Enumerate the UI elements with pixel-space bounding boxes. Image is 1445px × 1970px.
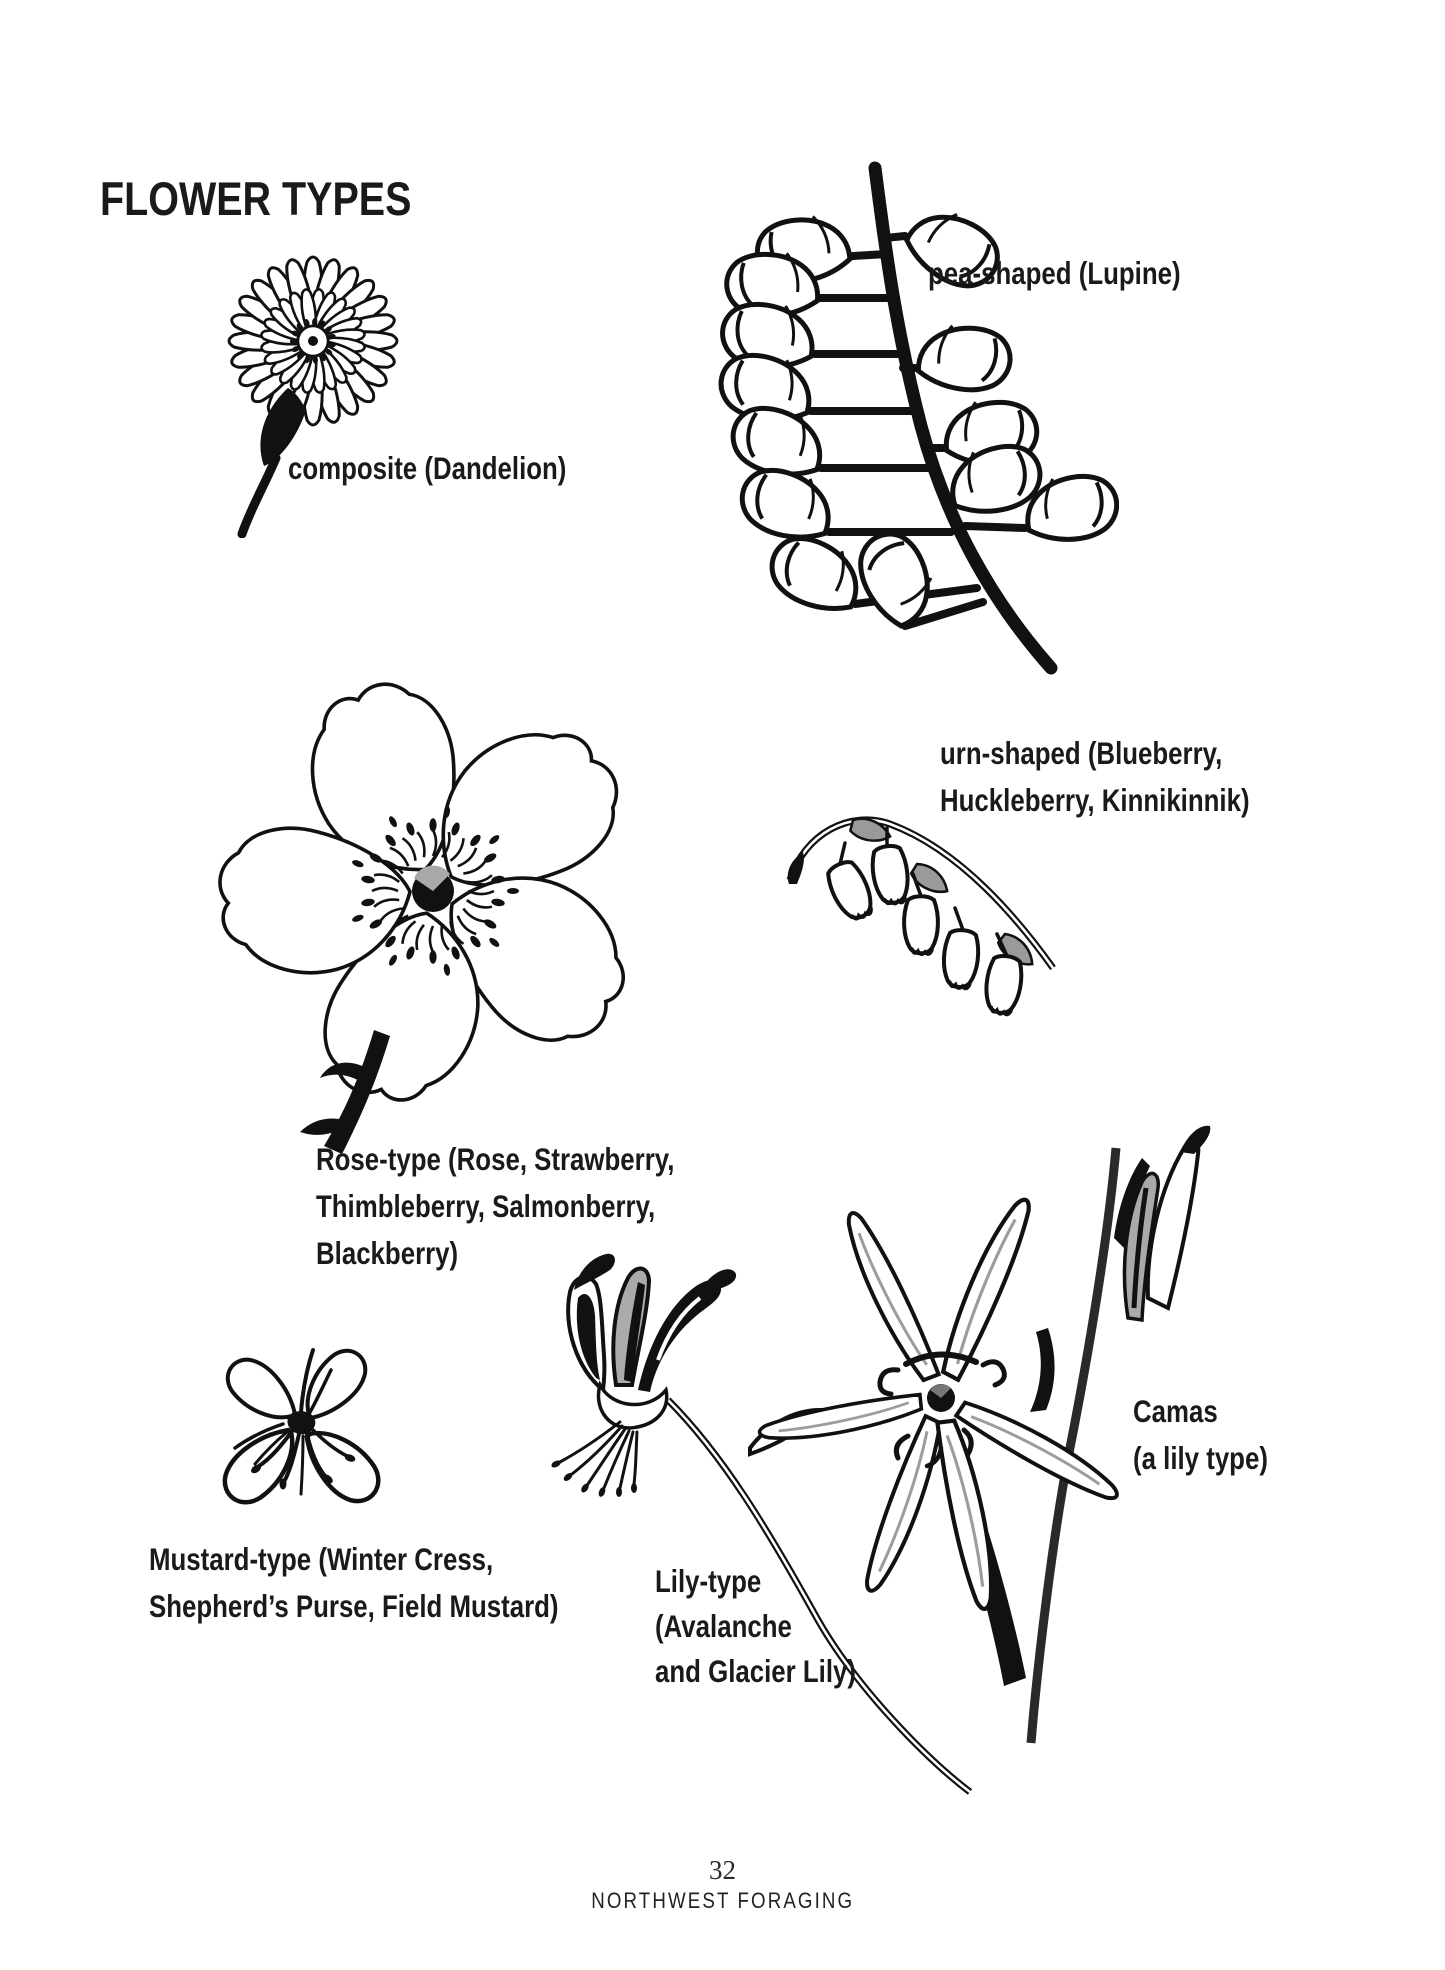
label-lily-type	[655, 1559, 856, 1694]
label-pea-shaped-lupine	[928, 255, 1181, 292]
dandelion-composite-illustration	[148, 226, 448, 538]
label-line: Lily-type	[655, 1563, 762, 1599]
label-line: Huckleberry, Kinnikinnik)	[940, 782, 1250, 818]
label-line: Rose-type (Rose, Strawberry,	[316, 1141, 675, 1177]
book-title: NORTHWEST FORAGING	[590, 1888, 854, 1913]
urn-shaped-illustration	[775, 788, 1075, 1028]
label-line: (Avalanche	[655, 1608, 792, 1644]
page-title: FLOWER TYPES	[100, 172, 412, 225]
label-line: composite (Dandelion)	[288, 450, 567, 486]
label-line: urn-shaped (Blueberry,	[940, 735, 1223, 771]
label-line: Thimbleberry, Salmonberry,	[316, 1188, 656, 1224]
label-line: Blackberry)	[316, 1235, 459, 1271]
label-rose-type	[316, 1136, 674, 1277]
label-urn-shaped-blueberry	[940, 730, 1250, 824]
label-line: pea-shaped (Lupine)	[928, 255, 1181, 291]
lupine-pea-shaped-illustration	[553, 136, 1119, 681]
mustard-type-illustration	[183, 1316, 428, 1551]
label-mustard-type	[149, 1536, 559, 1630]
rose-type-illustration	[128, 606, 693, 1171]
page-number: 32	[709, 1855, 736, 1885]
label-camas	[1133, 1388, 1268, 1482]
label-line: (a lily type)	[1133, 1440, 1268, 1476]
label-line: Shepherd’s Purse, Field Mustard)	[149, 1588, 559, 1624]
label-line: Camas	[1133, 1393, 1218, 1429]
running-footer	[0, 1888, 1445, 1914]
label-line: Mustard-type (Winter Cress,	[149, 1541, 494, 1577]
label-composite-dandelion	[288, 450, 566, 487]
label-line: and Glacier Lily)	[655, 1653, 856, 1689]
